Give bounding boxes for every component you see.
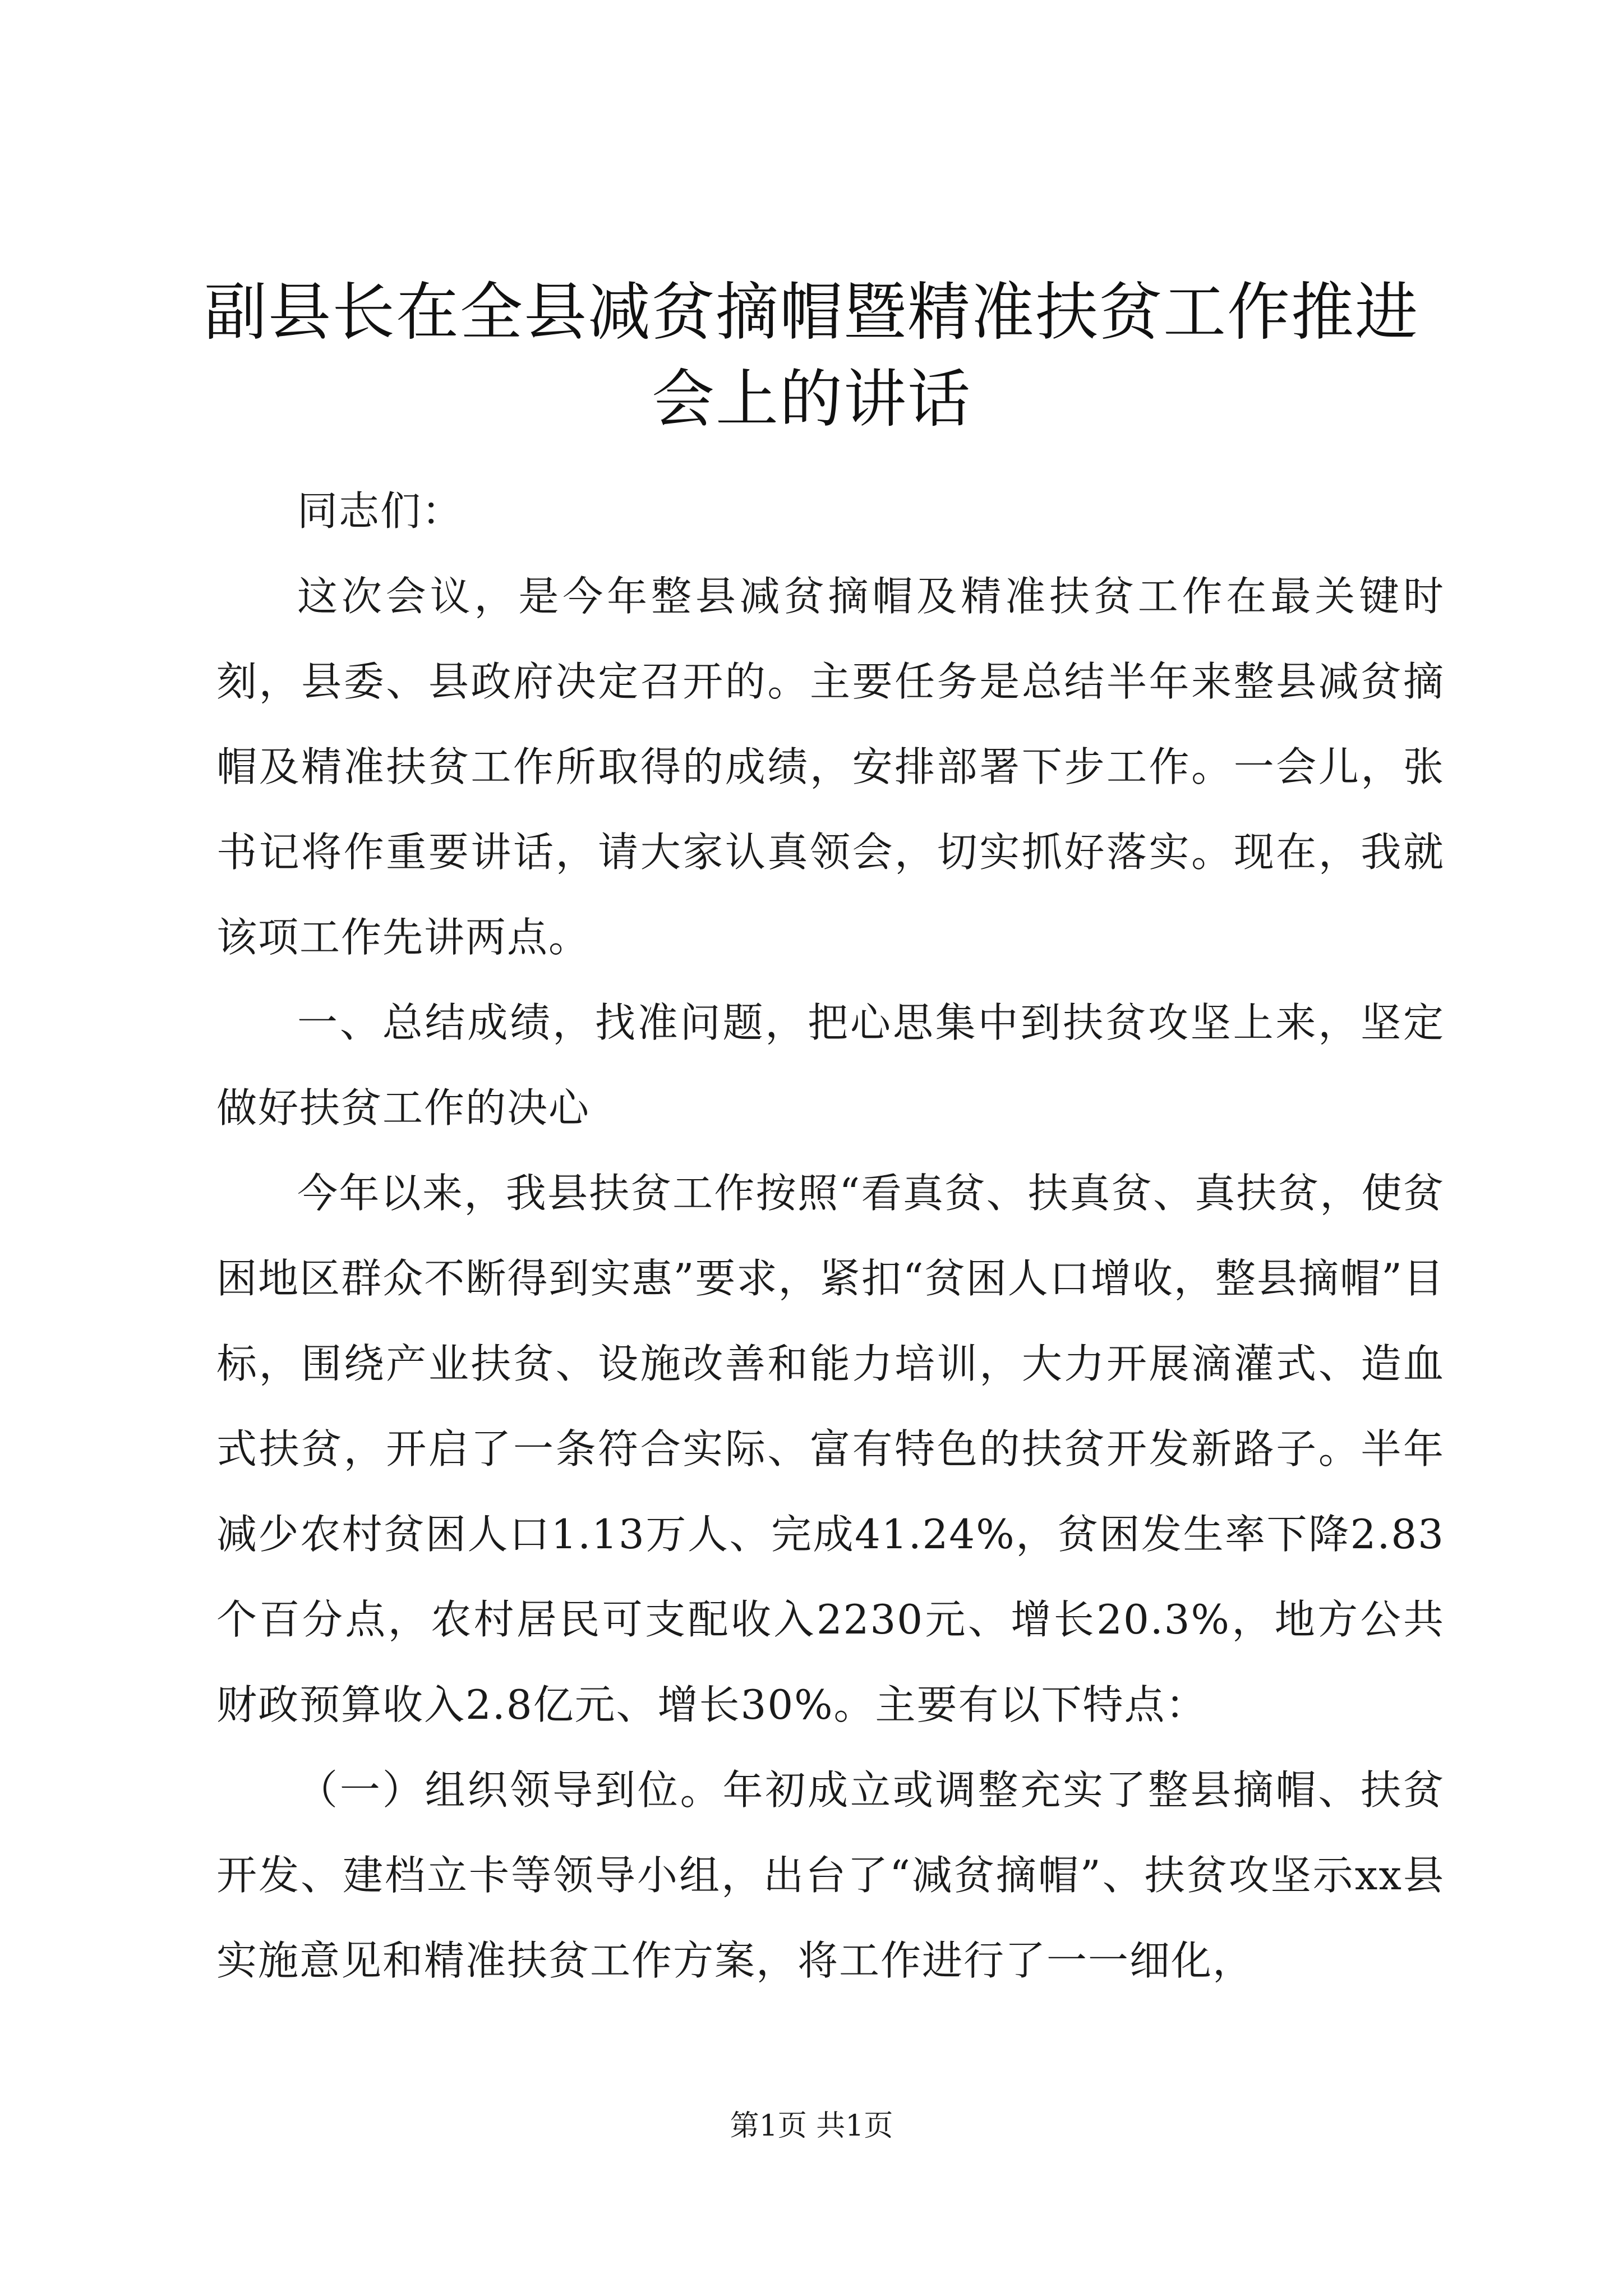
document-title: 副县长在全县减贫摘帽暨精准扶贫工作推进会上的讲话: [204, 276, 1419, 436]
paragraph-achievements: 今年以来，我县扶贫工作按照“看真贫、扶真贫、真扶贫，使贫困地区群众不断得到实惠”要求，紧扣“贫困人口增收，整县摘帽”目标，围绕产业扶贫、设施改善和能力培训，大力开展滴灌式、造血式扶贫，开启了一条符合实际、富有特色的扶贫开发新路子。半年减少农村贫困人口1.13万人、完成41.24%，贫困发生率下降2.83个百分点，农村居民可支配收入2230元、增长20.3%，地方公共财政预算收入2.8亿元、增长30%。主要有以下特点：: [216, 1170, 1445, 1728]
section-heading-1: 一、总结成绩，找准问题，把心思集中到扶贫攻坚上来，坚定做好扶贫工作的决心: [216, 999, 1445, 1131]
paragraph-organization: （一）组织领导到位。年初成立或调整充实了整县摘帽、扶贫开发、建档立卡等领导小组，出台了“减贫摘帽”、扶贫攻坚示xx县实施意见和精准扶贫工作方案，将工作进行了一一细化，: [216, 1766, 1445, 1984]
document-body: [216, 468, 1445, 2003]
paragraph-salutation: 同志们：: [297, 487, 464, 535]
page-footer: 第1页 共1页: [730, 2109, 893, 2143]
paragraph-intro: 这次会议，是今年整县减贫摘帽及精准扶贫工作在最关键时刻，县委、县政府决定召开的。主要任务是总结半年来整县减贫摘帽及精准扶贫工作所取得的成绩，安排部署下步工作。一会儿，张书记将作重要讲话，请大家认真领会，切实抓好落实。现在，我就该项工作先讲两点。: [216, 573, 1445, 961]
